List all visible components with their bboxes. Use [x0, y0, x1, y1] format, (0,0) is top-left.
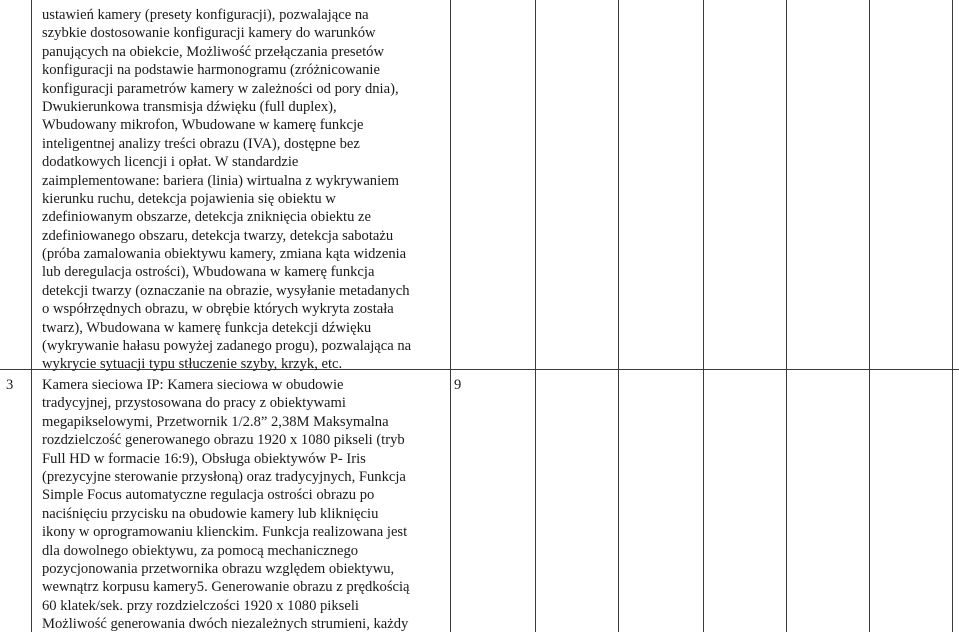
table-border-col5: [703, 0, 704, 632]
description-line: zdefiniowanego obszaru, detekcja twarzy, detekcja sabotażu: [42, 227, 394, 244]
description-line: zaimplementowane: bariera (linia) wirtualna z wykrywaniem: [42, 172, 399, 189]
description-line: Wbudowany mikrofon, Wbudowane w kamerę funkcje: [42, 117, 364, 134]
description-line: Możliwość generowania dwóch niezależnych strumieni, każdy: [42, 616, 409, 633]
table-border-left: [31, 0, 32, 632]
description-line: detekcji twarzy (oznaczanie na obrazie, wysyłanie metadanych: [42, 282, 410, 299]
description-line: kierunku ruchu, detekcja pojawienia się obiektu w: [42, 190, 336, 207]
description-line: (próba zamalowania obiektywu kamery, zmiana kąta widzenia: [42, 246, 407, 263]
description-line: dla dowolnego obiektywu, za pomocą mechanicznego: [42, 542, 359, 559]
description-line: Kamera sieciowa IP: Kamera sieciowa w obudowie: [42, 377, 344, 393]
table-border-col3: [535, 0, 536, 632]
description-line: rozdzielczość generowanego obrazu 1920 x 1080 pikseli (tryb: [42, 432, 405, 449]
description-line: lub deregulacja ostrości), Wbudowana w kamerę funkcja: [42, 264, 375, 281]
table-border-col7: [869, 0, 870, 632]
description-line: konfiguracji parametrów kamery w zależności od pory dnia),: [42, 80, 399, 97]
description-line: panujących na obiekcie, Możliwość przełączania presetów: [42, 43, 384, 60]
description-cell-continued: [42, 6, 411, 374]
description-line: Full HD w formacie 16:9), Obsługa obiektywów P- Iris: [42, 450, 366, 467]
description-line: tradycyjnej, przystosowana do pracy z obiektywami: [42, 395, 346, 412]
description-line: szybkie dostosowanie konfiguracji kamery do warunków: [42, 25, 376, 42]
description-line: (prezycyjne sterowanie przysłoną) oraz tradycyjnych, Funkcja: [42, 468, 406, 485]
description-line: wykrycie sytuacji typu stłuczenie szyby, krzyk, etc.: [42, 356, 343, 373]
description-line: ustawień kamery (presety konfiguracji), pozwalające na: [42, 7, 369, 23]
row-number: 3: [6, 377, 14, 393]
table-border-col6: [786, 0, 787, 632]
description-line: o współrzędnych obrazu, w obrębie których wykryta została: [42, 301, 394, 318]
description-line: 60 klatek/sek. przy rozdzielczości 1920 x 1080 pikseli: [42, 597, 359, 614]
description-line: dodatkowych licencji i opłat. W standardzie: [42, 154, 299, 171]
description-line: inteligentnej analizy treści obrazu (IVA), dostępne bez: [42, 135, 360, 152]
table-border-description-right: [450, 0, 451, 632]
description-line: pozycjonowania przetwornika obrazu względem obiektywu,: [42, 560, 395, 577]
row-quantity: 9: [454, 377, 462, 393]
description-line: twarz), Wbudowana w kamerę funkcja detekcji dźwięku: [42, 319, 372, 336]
description-line: wewnątrz korpusu kamery5. Generowanie obrazu z prędkością: [42, 579, 410, 596]
table-border-right: [952, 0, 953, 632]
description-line: (wykrywanie hałasu powyżej zadanego progu), pozwalająca na: [42, 338, 412, 355]
table-border-col4: [618, 0, 619, 632]
description-line: naciśnięciu przycisku na obudowie kamery lub kliknięciu: [42, 505, 379, 522]
description-line: ikony w oprogramowaniu klienckim. Funkcja realizowana jest: [42, 524, 408, 541]
description-line: megapikselowymi, Przetwornik 1/2.8” 2,38M Maksymalna: [42, 413, 389, 430]
description-line: Dwukierunkowa transmisja dźwięku (full duplex),: [42, 98, 337, 115]
description-cell-row-3: [42, 376, 410, 633]
description-line: konfiguracji na podstawie harmonogramu (zróżnicowanie: [42, 62, 380, 79]
description-line: zdefiniowanym obszarze, detekcja zniknięcia obiektu ze: [42, 209, 372, 226]
description-line: Simple Focus automatyczne regulacja ostrości obrazu po: [42, 487, 375, 504]
